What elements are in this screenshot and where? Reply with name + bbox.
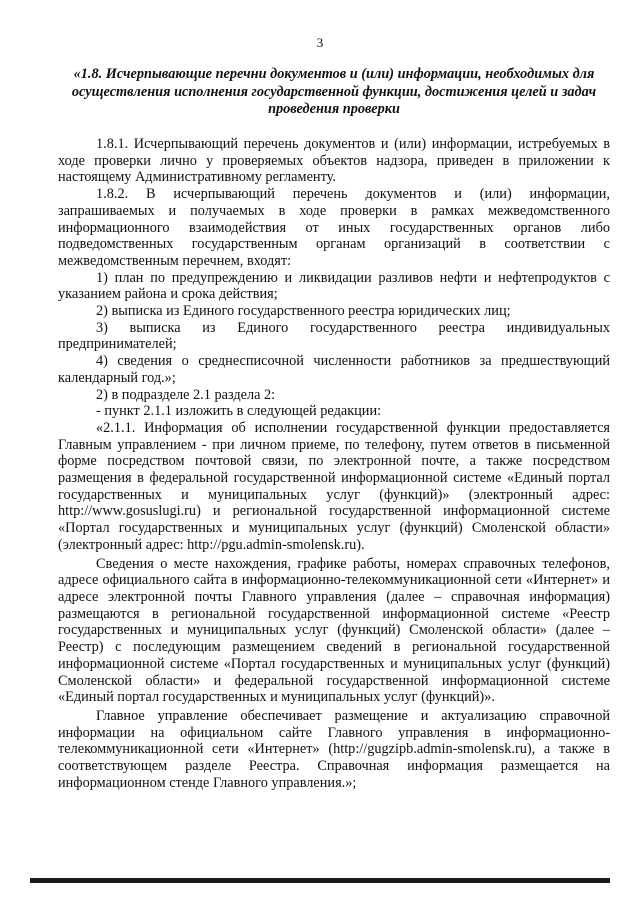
list-item-4: 4) сведения о среднесписочной численности работников за предшествующий календарный год.»; xyxy=(58,353,610,386)
paragraph-1-8-2: 1.8.2. В исчерпывающий перечень документов и (или) информации, запрашиваемых и получаемых в ходе проверки в рамках межведомственного информационного взаимодействия от иных государственных органов либо подведомственных государственным органам организаций в соответствии с межведомственным перечнем, входят: xyxy=(58,186,610,269)
amendment-point: - пункт 2.1.1 изложить в следующей редакции: xyxy=(96,403,382,420)
list-item-2: 2) выписка из Единого государственного реестра юридических лиц; xyxy=(96,303,511,320)
paragraph-reference-info: Сведения о месте нахождения, графике работы, номерах справочных телефонов, адресе официального сайта в информационно-телекоммуникационной сети «Интернет» и адресе электронной почты Главного управления (далее – справочная информация) размещаются в региональной государственной информационной системе «Реестр государственных и муниципальных услуг (функций) Смоленской области» (далее – Реестр) с последующим размещением сведений в региональной государственной информационной системе «Портал государственных и муниципальных услуг (функций) Смоленской области» и федеральной государственной информационной системе «Единый портал государственных и муниципальных услуг (функций)». xyxy=(58,555,610,706)
document-body xyxy=(58,136,610,791)
bottom-scan-edge xyxy=(30,878,610,883)
list-item-3: 3) выписка из Единого государственного реестра индивидуальных предпринимателей; xyxy=(58,319,610,353)
page-number: 3 xyxy=(316,35,324,50)
paragraph-publication: Главное управление обеспечивает размещение и актуализацию справочной информации на официальном сайте Главного управления в информационно-телекоммуникационной сети «Интернет» (http://gugzipb.admin-smolensk.ru), а также в соответствующем разделе Реестра. Справочная информация размещается на информационном стенде Главного управления.»; xyxy=(58,707,610,791)
paragraph-1-8-1: 1.8.1. Исчерпывающий перечень документов и (или) информации, истребуемых в ходе проверки лично у проверяемых объектов надзора, приведен в приложении к настоящему Административному регламенту. xyxy=(58,136,610,186)
list-item-1: 1) план по предупреждению и ликвидации разливов нефти и нефтепродуктов с указанием района и срока действия; xyxy=(58,269,610,303)
section-heading: «1.8. Исчерпывающие перечни документов и (или) информации, необходимых для осуществления исполнения государственной функции, достижения целей и задач проведения проверки xyxy=(71,66,597,117)
paragraph-2-1-1: «2.1.1. Информация об исполнении государственной функции предоставляется Главным управлением - при личном приеме, по телефону, путем ответов в письменной форме посредством почтовой связи, по электронной почте, а также посредством размещения в федеральной государственной информационной системе «Единый портал государственных и муниципальных услуг (функций)» (электронный адрес: http://www.gosuslugi.ru) и региональной государственной информационной системе «Портал государственных и муниципальных услуг (функций) Смоленской области» (электронный адрес: http://pgu.admin-smolensk.ru). xyxy=(58,419,610,553)
amendment-subsection: 2) в подразделе 2.1 раздела 2: xyxy=(96,386,276,403)
